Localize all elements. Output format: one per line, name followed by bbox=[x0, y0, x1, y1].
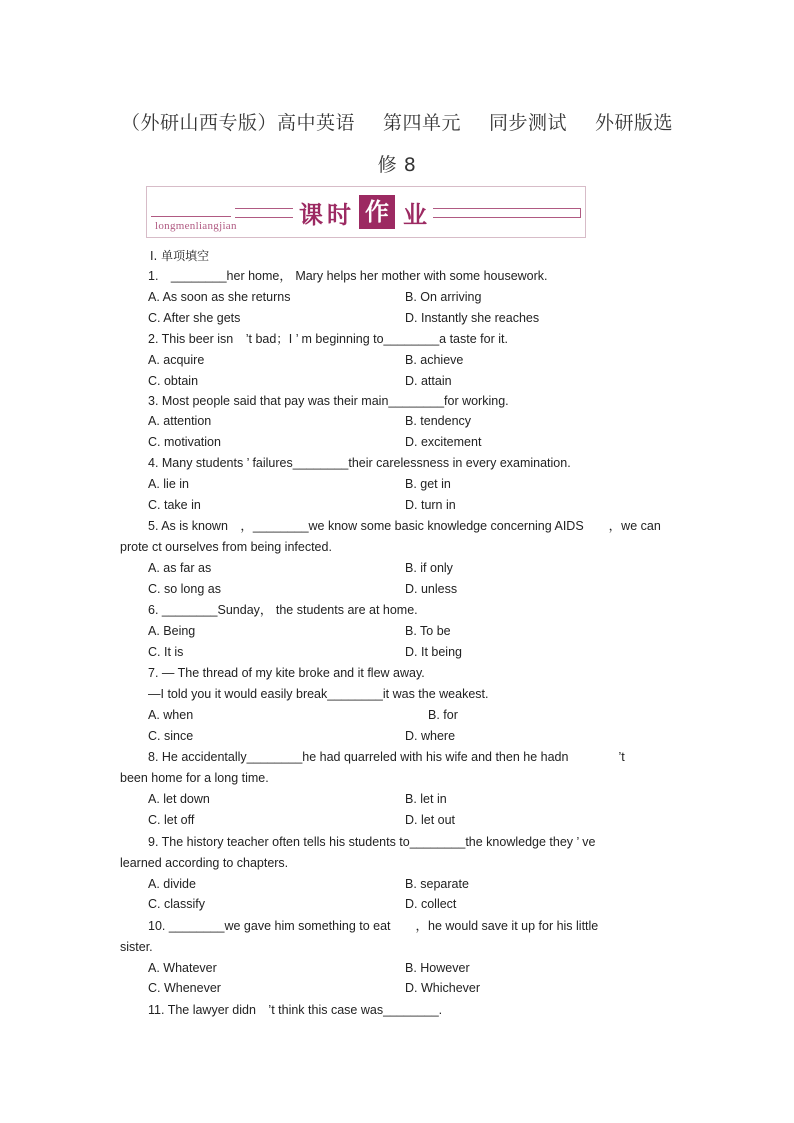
question-9: 9. The history teacher often tells his students to________the knowledge they ’ ve bbox=[148, 835, 596, 849]
option-2b: B. achieve bbox=[405, 353, 464, 367]
document-title bbox=[0, 108, 794, 135]
title-part-3: 同步测试 bbox=[489, 112, 568, 134]
question-6: 6. ________Sunday， the students are at home. bbox=[148, 603, 418, 617]
banner-pinyin: longmenliangjian bbox=[155, 220, 237, 232]
option-5b: B. if only bbox=[405, 561, 453, 575]
option-4b: B. get in bbox=[405, 477, 451, 491]
option-6a: A. Being bbox=[148, 624, 196, 638]
option-9d: D. collect bbox=[405, 897, 457, 911]
option-4d: D. turn in bbox=[405, 498, 456, 512]
option-4a: A. lie in bbox=[148, 477, 189, 491]
question-10: 10. ________we gave him something to eat ，he would save it up for his little bbox=[148, 919, 599, 933]
title-part-2: 第四单元 bbox=[382, 112, 461, 134]
title-part-1: （外研山西专版）高中英语 bbox=[120, 112, 355, 134]
question-9-continued: learned according to chapters. bbox=[120, 856, 289, 870]
option-1b: B. On arriving bbox=[405, 290, 482, 304]
banner-char-1: 课 bbox=[299, 200, 323, 229]
option-3a: A. attention bbox=[148, 414, 212, 428]
question-11: 11. The lawyer didn ’t think this case was________. bbox=[148, 1003, 443, 1017]
option-10a: A. Whatever bbox=[148, 961, 217, 975]
option-7a: A. when bbox=[148, 708, 194, 722]
option-3c: C. motivation bbox=[148, 435, 221, 449]
banner-char-highlight: 作 bbox=[359, 195, 395, 229]
section-banner bbox=[146, 186, 586, 238]
question-10-continued: sister. bbox=[120, 940, 153, 954]
question-8: 8. He accidentally________he had quarreled with his wife and then he hadn ’t bbox=[148, 750, 625, 764]
option-1c: C. After she gets bbox=[148, 311, 241, 325]
option-3d: D. excitement bbox=[405, 435, 482, 449]
section-title: Ⅰ. 单项填空 bbox=[150, 249, 210, 263]
option-5d: D. unless bbox=[405, 582, 458, 596]
option-3b: B. tendency bbox=[405, 414, 472, 428]
option-8c: C. let off bbox=[148, 813, 195, 827]
title-part-4: 外研版选 bbox=[595, 112, 674, 134]
question-5-continued: prote ct ourselves from being infected. bbox=[120, 540, 332, 554]
option-5a: A. as far as bbox=[148, 561, 212, 575]
banner-char-2: 时 bbox=[327, 200, 351, 229]
banner-rule-left bbox=[151, 216, 231, 217]
banner-title bbox=[293, 195, 433, 229]
option-7c: C. since bbox=[148, 729, 194, 743]
question-5: 5. As is known ，________we know some basic knowledge concerning AIDS ，we can bbox=[148, 519, 661, 533]
option-9c: C. classify bbox=[148, 897, 205, 911]
option-5c: C. so long as bbox=[148, 582, 221, 596]
question-7: 7. — The thread of my kite broke and it flew away. bbox=[148, 666, 425, 680]
option-6b: B. To be bbox=[405, 624, 451, 638]
option-6d: D. It being bbox=[405, 645, 462, 659]
document-title-line2: 修 8 bbox=[377, 154, 417, 176]
option-8b: B. let in bbox=[405, 792, 447, 806]
option-10d: D. Whichever bbox=[405, 981, 481, 995]
option-9a: A. divide bbox=[148, 877, 196, 891]
option-9b: B. separate bbox=[405, 877, 469, 891]
option-4c: C. take in bbox=[148, 498, 201, 512]
question-4: 4. Many students ’ failures________their carelessness in every examination. bbox=[148, 456, 571, 470]
option-7b: B. for bbox=[428, 708, 458, 722]
option-2c: C. obtain bbox=[148, 374, 199, 388]
question-3: 3. Most people said that pay was their main________for working. bbox=[148, 394, 509, 408]
option-6c: C. It is bbox=[148, 645, 184, 659]
option-7d: D. where bbox=[405, 729, 456, 743]
question-1: 1. ________her home， Mary helps her mother with some housework. bbox=[148, 269, 548, 283]
option-10c: C. Whenever bbox=[148, 981, 221, 995]
option-2a: A. acquire bbox=[148, 353, 205, 367]
option-1a: A. As soon as she returns bbox=[148, 290, 291, 304]
option-1d: D. Instantly she reaches bbox=[405, 311, 540, 325]
option-8d: D. let out bbox=[405, 813, 456, 827]
question-8-continued: been home for a long time. bbox=[120, 771, 269, 785]
option-10b: B. However bbox=[405, 961, 470, 975]
question-2: 2. This beer isn ’t bad；I ’ m beginning to________a taste for it. bbox=[148, 332, 508, 346]
option-2d: D. attain bbox=[405, 374, 452, 388]
banner-char-4: 业 bbox=[403, 200, 427, 229]
option-8a: A. let down bbox=[148, 792, 210, 806]
question-7-continued: —I told you it would easily break________it was the weakest. bbox=[148, 687, 489, 701]
